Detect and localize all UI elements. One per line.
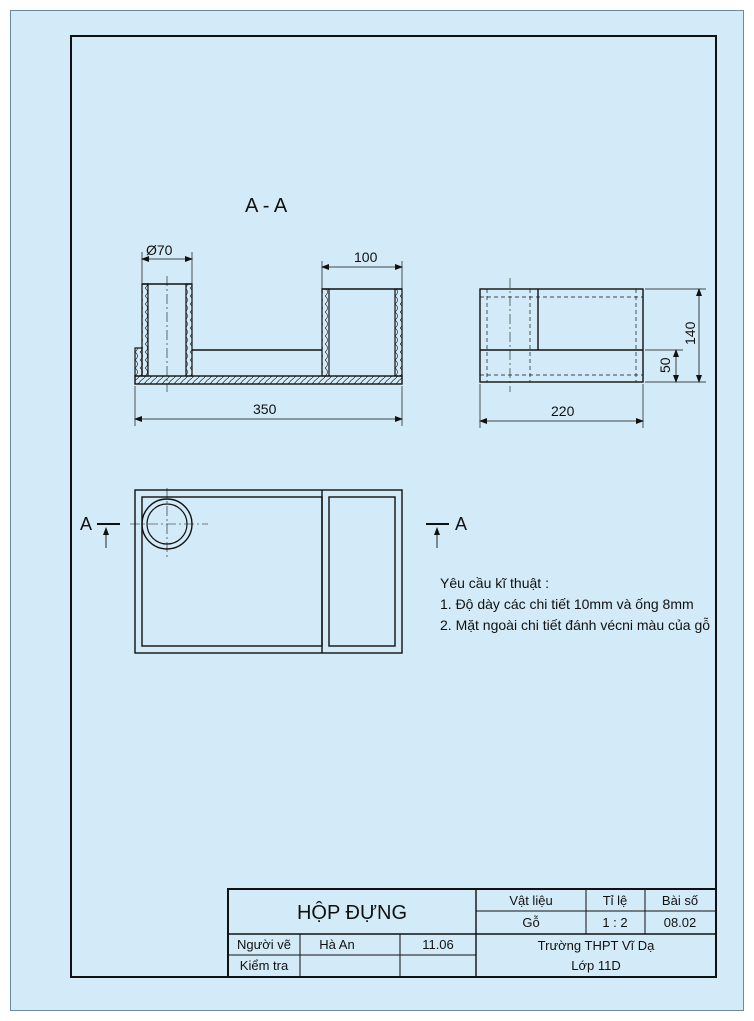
top-right-compartment	[329, 497, 395, 646]
scale-value: 1 : 2	[602, 915, 628, 930]
compartment-wall-right	[395, 289, 402, 376]
section-title: A - A	[245, 195, 288, 217]
school-name: Trường THPT Vĩ Dạ	[537, 938, 655, 953]
requirements-heading: Yêu cầu kĩ thuật :	[440, 575, 549, 591]
side-outline	[480, 289, 643, 382]
requirements-note	[440, 575, 710, 633]
class-name: Lớp 11D	[571, 958, 621, 973]
sheet-no-value: 08.02	[663, 915, 697, 930]
dim-pipe-diameter: Ø70	[146, 242, 173, 258]
top-left-compartment	[142, 497, 322, 646]
scale-label: Tỉ lệ	[602, 893, 628, 908]
section-marker-left: A	[80, 514, 93, 534]
top-outline	[135, 490, 402, 653]
dim-overall-width: 220	[551, 403, 575, 419]
top-view	[80, 488, 467, 653]
checked-by-label: Kiểm tra	[239, 958, 289, 973]
dim-overall-length: 350	[253, 401, 277, 417]
section-marker-right: A	[455, 514, 468, 534]
sheet-no-label: Bài số	[661, 893, 699, 908]
date-value: 11.06	[422, 937, 454, 952]
drawn-by-value: Hà An	[319, 937, 355, 952]
material-value: Gỗ	[522, 915, 540, 930]
requirement-item: 1. Độ dày các chi tiết 10mm và ống 8mm	[440, 596, 694, 612]
section-view	[135, 195, 402, 426]
drawing-frame	[71, 36, 716, 977]
dim-compartment-width: 100	[354, 249, 378, 265]
side-view	[480, 278, 706, 428]
requirement-item: 2. Mặt ngoài chi tiết đánh vécni màu của gỗ	[440, 617, 711, 633]
dim-overall-height: 140	[682, 321, 698, 345]
drawing-name: HỘP ĐỰNG	[296, 902, 408, 924]
base-plate	[135, 376, 402, 384]
left-wall	[135, 348, 142, 376]
material-label: Vật liệu	[509, 893, 553, 908]
drawn-by-label: Người vẽ	[236, 937, 292, 952]
pipe-wall-right	[186, 284, 192, 376]
compartment-wall-left	[322, 289, 329, 376]
pipe-wall-left	[142, 284, 148, 376]
title-block-text	[237, 893, 698, 973]
dim-base-height: 50	[657, 357, 673, 373]
